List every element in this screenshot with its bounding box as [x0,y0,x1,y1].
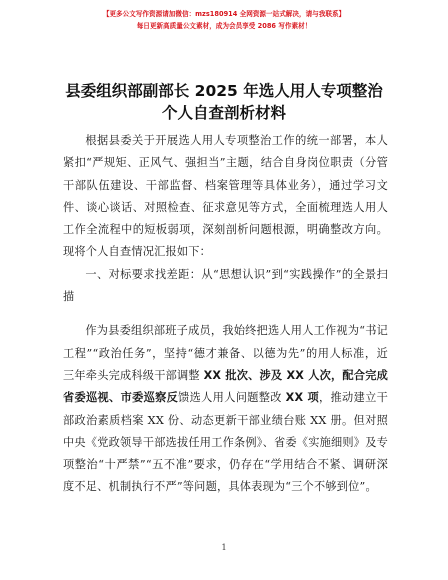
promo-banner-line1: 【更多公文写作资源请加微信：mzs180914 全网资源一站式解决，请与我联系】 [102,10,346,18]
promo-banner-line2: 每日更新高质量公文素材，成为会员享受 2086 写作素材！ [136,22,312,30]
para-text: 馈选人用人问题整改 [178,391,286,405]
document-title: 县委组织部副部长 2025 年选人用人专项整治个人自查剖析材料 [65,82,383,122]
document-body [63,130,388,499]
page-number: 1 [221,543,227,552]
bold-figure: XX 批次、涉及 XX 人次，配合完成省委巡视、市委巡察反 [63,368,388,405]
section-heading-1: 一、对标要求找差距：从“思想认识”到“实践操作”的全景扫描 [63,267,388,304]
promo-banner [0,8,448,32]
section-1-paragraph [63,320,388,498]
intro-paragraph: 根据县委关于开展选人用人专项整治工作的统一部署，本人紧扣“严规矩、正风气、强担当”主题，结合自身岗位职责（分管干部队伍建设、干部监督、档案管理等具体业务），通过学习文件、谈心谈话、对照检查、征求意见等方式，全面梳理选人用人工作全流程中的短板弱项，深刻剖析问题根源，明确整改方向。现将个人自查情况汇报如下： [63,134,388,259]
para-text: ，推动建立干部政治素质档案 XX 份、动态更新干部业绩台账 XX 册。但对照中央《党政领导干部选拔任用工作条例》、省委《实施细则》及专项整治“十严禁”“五不准”要求，仍存在“学用结合不紧、调研深度不足、机制执行不严”等问题，具体表现为“三个不够到位”。 [63,391,388,494]
bold-figure: XX 项 [285,391,320,405]
para-text: 作为县委组织部班子成员，我始终把选人用人工作视为“书记工程”“政治任务”，坚持“德才兼备、以德为先”的用人标准，近三年牵头完成科级干部调整 [63,324,388,382]
